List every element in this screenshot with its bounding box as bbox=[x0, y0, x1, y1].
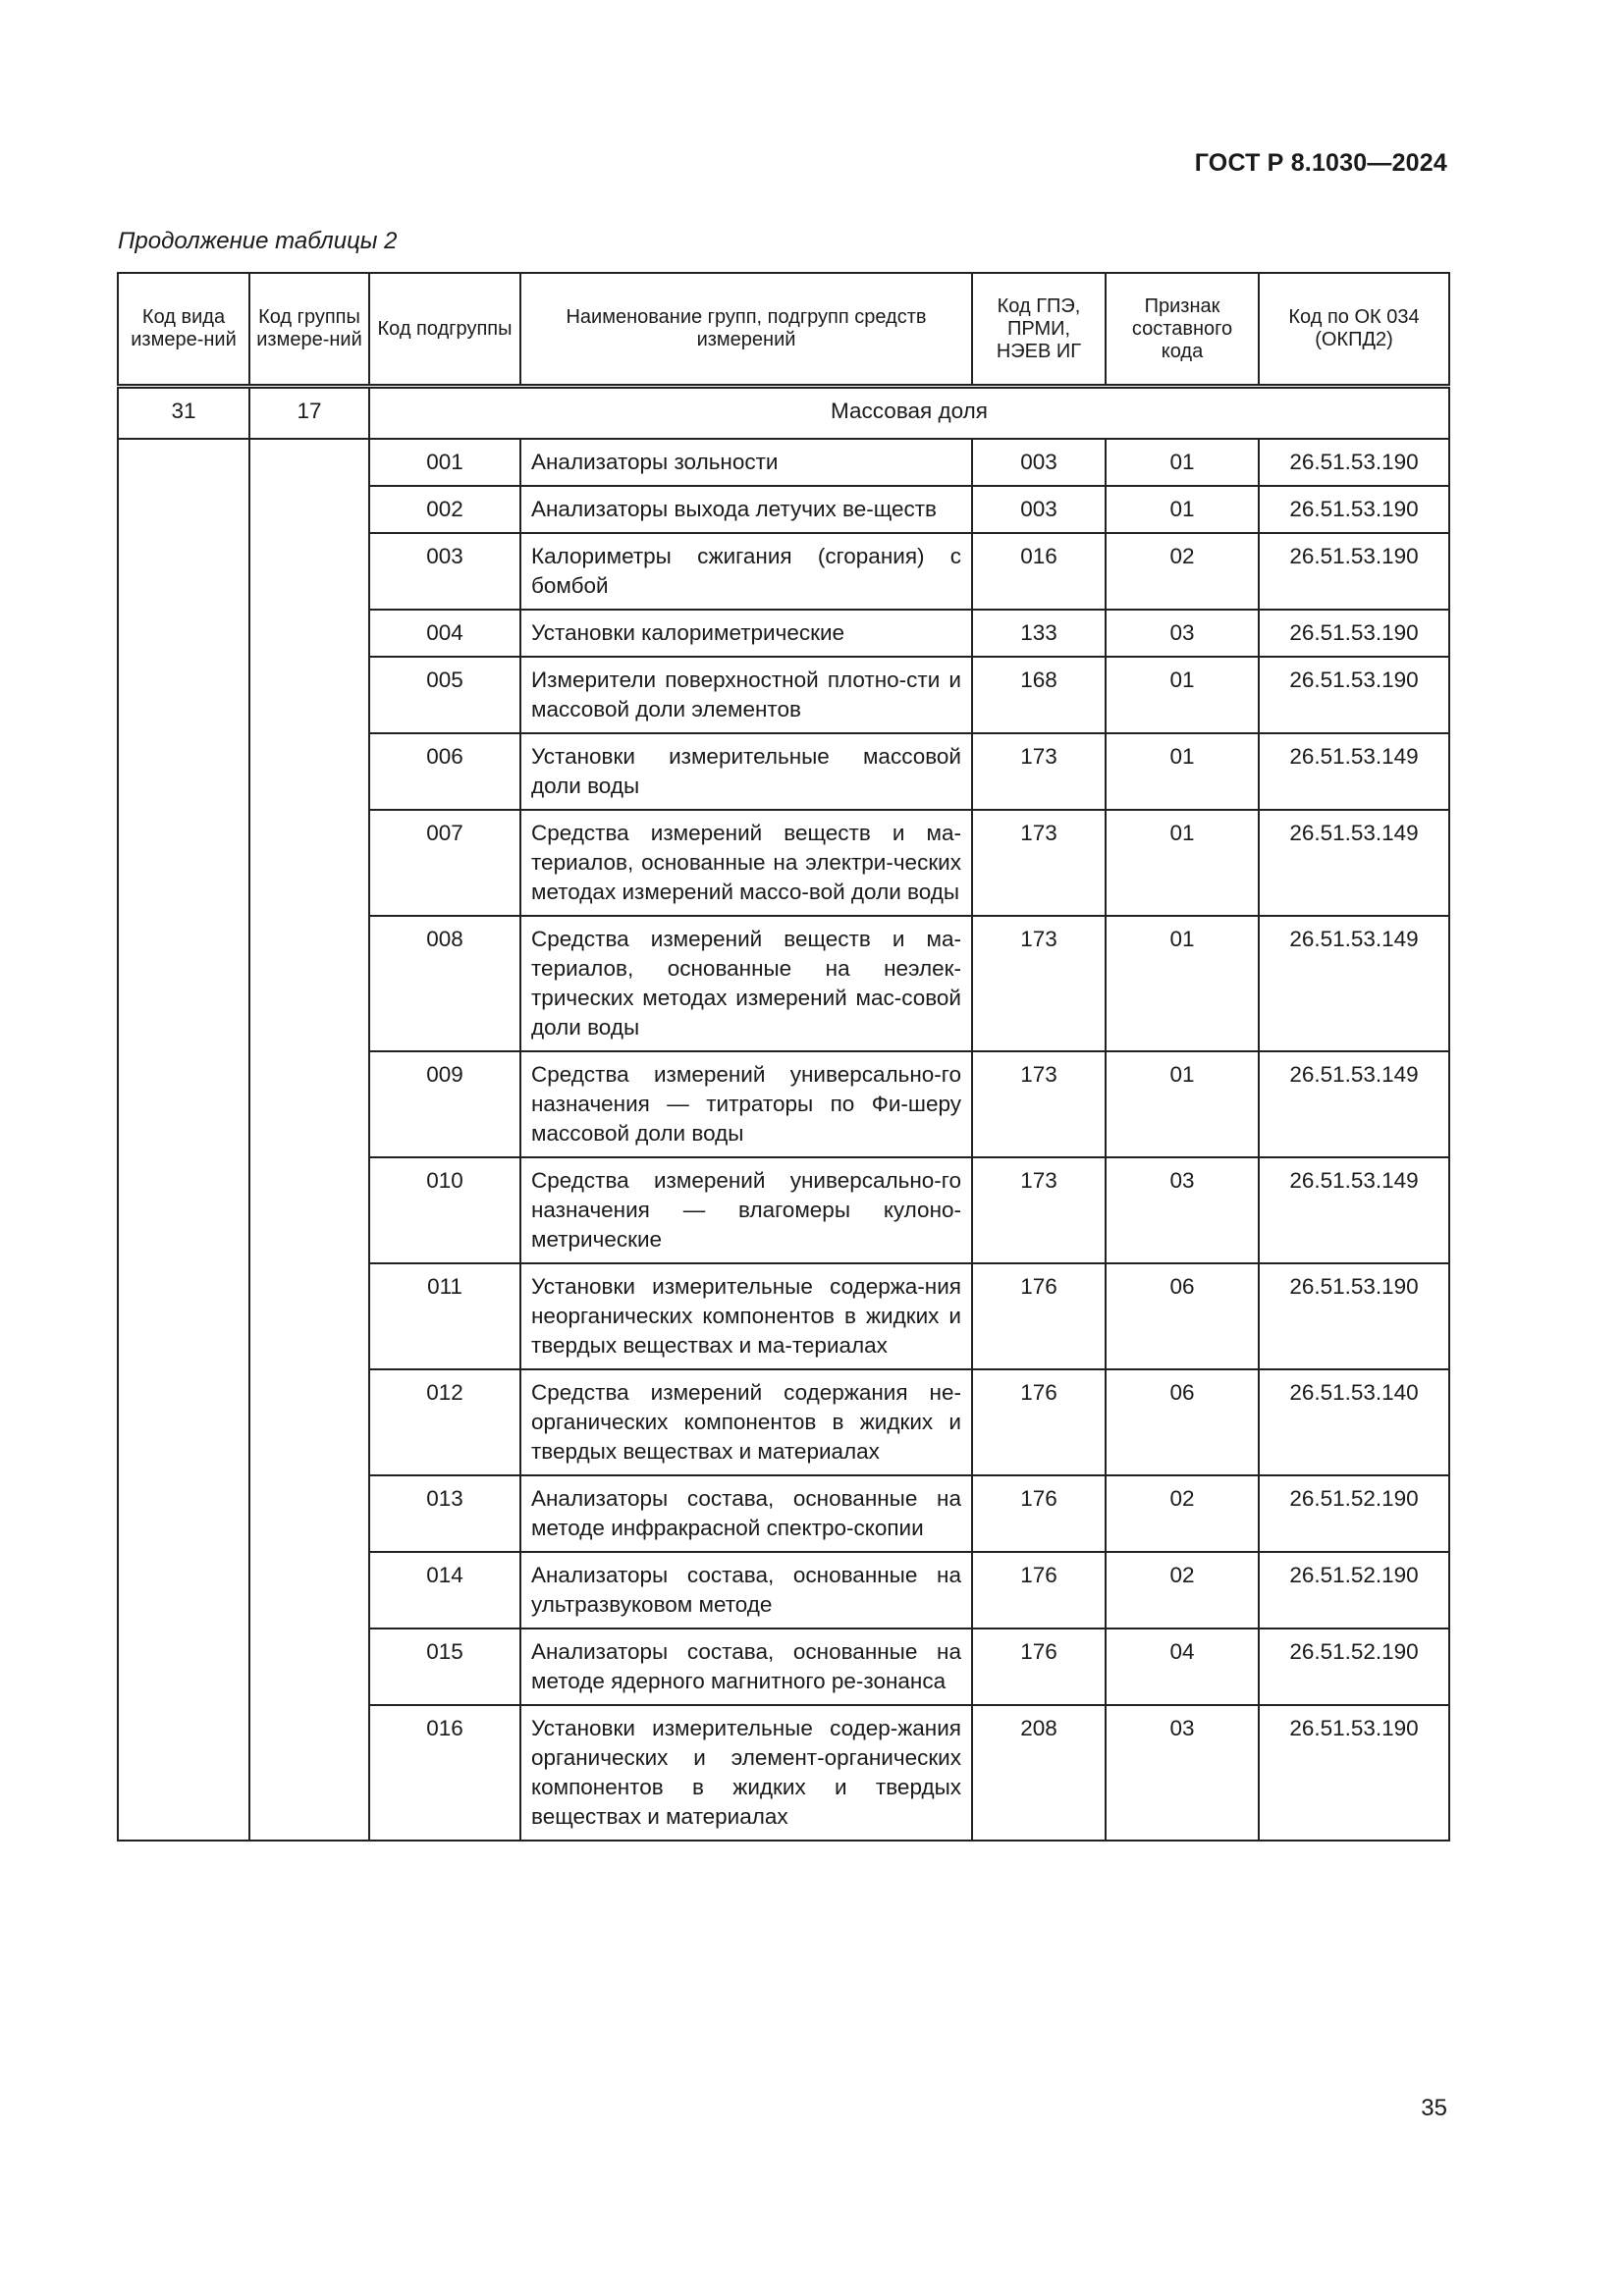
subgroup-code-cell: 015 bbox=[369, 1629, 520, 1705]
kind-code-cell-empty bbox=[118, 439, 249, 1841]
classification-table bbox=[117, 272, 1450, 1842]
column-header-kind-code: Код вида измере-ний bbox=[118, 273, 249, 387]
name-cell: Средства измерений универсально-го назначения — влагомеры кулоно-метрические bbox=[520, 1157, 972, 1263]
name-cell: Измерители поверхностной плотно-сти и массовой доли элементов bbox=[520, 657, 972, 733]
okpd-code-cell: 26.51.53.190 bbox=[1259, 533, 1449, 610]
document-code: ГОСТ Р 8.1030—2024 bbox=[1194, 149, 1447, 177]
subgroup-code-cell: 016 bbox=[369, 1705, 520, 1841]
group-row bbox=[118, 387, 1449, 440]
name-cell: Средства измерений веществ и ма-териалов, основанные на неэлек-трических методах измерений мас-совой доли воды bbox=[520, 916, 972, 1051]
subgroup-code-cell: 007 bbox=[369, 810, 520, 916]
subgroup-code-cell: 014 bbox=[369, 1552, 520, 1629]
subgroup-code-cell: 004 bbox=[369, 610, 520, 657]
okpd-code-cell: 26.51.53.190 bbox=[1259, 439, 1449, 486]
gpe-code-cell: 173 bbox=[972, 733, 1106, 810]
okpd-code-cell: 26.51.52.190 bbox=[1259, 1552, 1449, 1629]
okpd-code-cell: 26.51.53.149 bbox=[1259, 1051, 1449, 1157]
gpe-code-cell: 173 bbox=[972, 810, 1106, 916]
okpd-code-cell: 26.51.53.190 bbox=[1259, 486, 1449, 533]
name-cell: Средства измерений содержания не-органических компонентов в жидких и твердых веществах и материалах bbox=[520, 1369, 972, 1475]
subgroup-code-cell: 005 bbox=[369, 657, 520, 733]
okpd-code-cell: 26.51.52.190 bbox=[1259, 1475, 1449, 1552]
name-cell: Калориметры сжигания (сгорания) с бомбой bbox=[520, 533, 972, 610]
okpd-code-cell: 26.51.53.190 bbox=[1259, 1263, 1449, 1369]
gpe-code-cell: 176 bbox=[972, 1369, 1106, 1475]
okpd-code-cell: 26.51.53.190 bbox=[1259, 657, 1449, 733]
composite-flag-cell: 02 bbox=[1106, 1475, 1259, 1552]
group-title: Массовая доля bbox=[369, 387, 1449, 440]
name-cell: Анализаторы состава, основанные на методе ядерного магнитного ре-зонанса bbox=[520, 1629, 972, 1705]
composite-flag-cell: 03 bbox=[1106, 1705, 1259, 1841]
gpe-code-cell: 176 bbox=[972, 1629, 1106, 1705]
gpe-code-cell: 173 bbox=[972, 1051, 1106, 1157]
okpd-code-cell: 26.51.53.190 bbox=[1259, 610, 1449, 657]
composite-flag-cell: 03 bbox=[1106, 610, 1259, 657]
gpe-code-cell: 016 bbox=[972, 533, 1106, 610]
gpe-code-cell: 176 bbox=[972, 1263, 1106, 1369]
table-row bbox=[118, 439, 1449, 486]
subgroup-code-cell: 012 bbox=[369, 1369, 520, 1475]
table-caption: Продолжение таблицы 2 bbox=[118, 228, 398, 254]
name-cell: Установки калориметрические bbox=[520, 610, 972, 657]
name-cell: Анализаторы зольности bbox=[520, 439, 972, 486]
composite-flag-cell: 04 bbox=[1106, 1629, 1259, 1705]
subgroup-code-cell: 011 bbox=[369, 1263, 520, 1369]
gpe-code-cell: 173 bbox=[972, 916, 1106, 1051]
okpd-code-cell: 26.51.53.140 bbox=[1259, 1369, 1449, 1475]
column-header-gpe-code: Код ГПЭ, ПРМИ, НЭЕВ ИГ bbox=[972, 273, 1106, 387]
name-cell: Средства измерений веществ и ма-териалов, основанные на электри-ческих методах измерений массо-вой доли воды bbox=[520, 810, 972, 916]
name-cell: Анализаторы выхода летучих ве-ществ bbox=[520, 486, 972, 533]
name-cell: Анализаторы состава, основанные на методе инфракрасной спектро-скопии bbox=[520, 1475, 972, 1552]
subgroup-code-cell: 013 bbox=[369, 1475, 520, 1552]
column-header-composite-flag: Признак составного кода bbox=[1106, 273, 1259, 387]
name-cell: Средства измерений универсально-го назначения — титраторы по Фи-шеру массовой доли воды bbox=[520, 1051, 972, 1157]
subgroup-code-cell: 002 bbox=[369, 486, 520, 533]
gpe-code-cell: 133 bbox=[972, 610, 1106, 657]
gpe-code-cell: 208 bbox=[972, 1705, 1106, 1841]
subgroup-code-cell: 009 bbox=[369, 1051, 520, 1157]
subgroup-code-cell: 003 bbox=[369, 533, 520, 610]
composite-flag-cell: 02 bbox=[1106, 533, 1259, 610]
okpd-code-cell: 26.51.53.149 bbox=[1259, 733, 1449, 810]
name-cell: Анализаторы состава, основанные на ультразвуковом методе bbox=[520, 1552, 972, 1629]
composite-flag-cell: 01 bbox=[1106, 439, 1259, 486]
subgroup-code-cell: 010 bbox=[369, 1157, 520, 1263]
composite-flag-cell: 03 bbox=[1106, 1157, 1259, 1263]
group-code-cell-empty bbox=[249, 439, 369, 1841]
group-kind-code: 31 bbox=[118, 387, 249, 440]
gpe-code-cell: 176 bbox=[972, 1475, 1106, 1552]
composite-flag-cell: 01 bbox=[1106, 916, 1259, 1051]
composite-flag-cell: 01 bbox=[1106, 486, 1259, 533]
gpe-code-cell: 168 bbox=[972, 657, 1106, 733]
column-header-group-code: Код группы измере-ний bbox=[249, 273, 369, 387]
composite-flag-cell: 02 bbox=[1106, 1552, 1259, 1629]
gpe-code-cell: 173 bbox=[972, 1157, 1106, 1263]
gpe-code-cell: 003 bbox=[972, 486, 1106, 533]
composite-flag-cell: 06 bbox=[1106, 1263, 1259, 1369]
composite-flag-cell: 01 bbox=[1106, 810, 1259, 916]
group-group-code: 17 bbox=[249, 387, 369, 440]
composite-flag-cell: 06 bbox=[1106, 1369, 1259, 1475]
okpd-code-cell: 26.51.53.149 bbox=[1259, 916, 1449, 1051]
name-cell: Установки измерительные содер-жания органических и элемент-органических компонентов в жидких и твердых веществах и материалах bbox=[520, 1705, 972, 1841]
okpd-code-cell: 26.51.53.149 bbox=[1259, 810, 1449, 916]
okpd-code-cell: 26.51.53.190 bbox=[1259, 1705, 1449, 1841]
composite-flag-cell: 01 bbox=[1106, 1051, 1259, 1157]
composite-flag-cell: 01 bbox=[1106, 733, 1259, 810]
okpd-code-cell: 26.51.53.149 bbox=[1259, 1157, 1449, 1263]
composite-flag-cell: 01 bbox=[1106, 657, 1259, 733]
subgroup-code-cell: 006 bbox=[369, 733, 520, 810]
gpe-code-cell: 003 bbox=[972, 439, 1106, 486]
okpd-code-cell: 26.51.52.190 bbox=[1259, 1629, 1449, 1705]
column-header-okpd-code: Код по ОК 034 (ОКПД2) bbox=[1259, 273, 1449, 387]
subgroup-code-cell: 001 bbox=[369, 439, 520, 486]
gpe-code-cell: 176 bbox=[972, 1552, 1106, 1629]
page-number: 35 bbox=[1421, 2095, 1447, 2121]
column-header-name: Наименование групп, подгрупп средств измерений bbox=[520, 273, 972, 387]
subgroup-code-cell: 008 bbox=[369, 916, 520, 1051]
table-header-row bbox=[118, 273, 1449, 387]
name-cell: Установки измерительные содержа-ния неорганических компонентов в жидких и твердых веществах и ма-териалах bbox=[520, 1263, 972, 1369]
column-header-subgroup-code: Код подгруппы bbox=[369, 273, 520, 387]
name-cell: Установки измерительные массовой доли воды bbox=[520, 733, 972, 810]
